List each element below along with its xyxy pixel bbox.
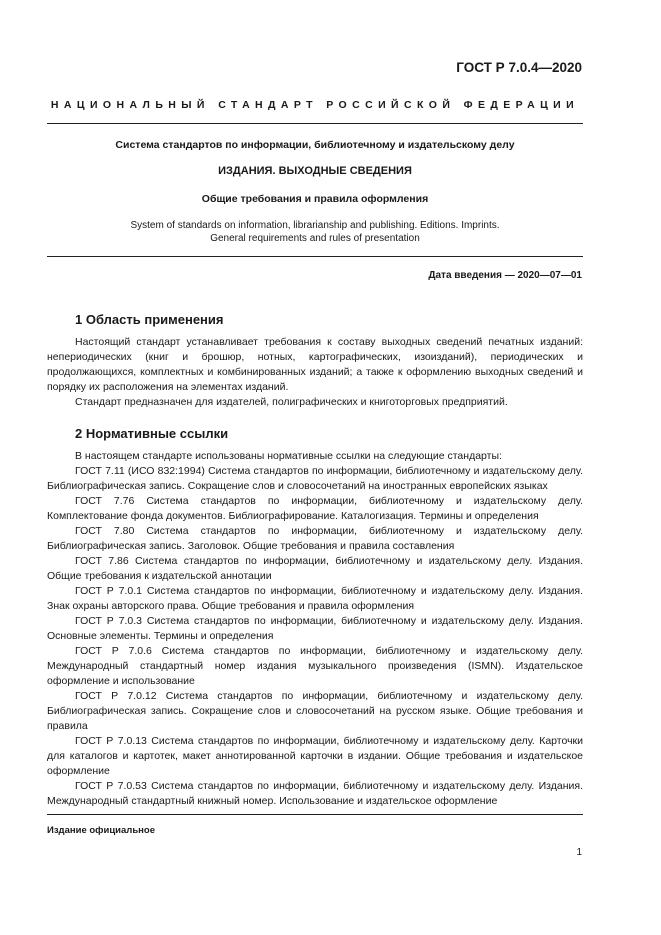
reference-item: ГОСТ Р 7.0.13 Система стандартов по информации, библиотечному и издательскому делу. Карточки для каталогов и картотек, макет аннотированной карточки в издании. Общие требования и издательское оформление bbox=[47, 735, 583, 777]
reference-item: ГОСТ 7.76 Система стандартов по информации, библиотечному и издательскому делу. Комплектование фонда документов. Библиографирование. Каталогизация. Термины и определения bbox=[47, 495, 583, 522]
section-heading-scope: 1 Область применения bbox=[75, 312, 224, 327]
reference-item: ГОСТ Р 7.0.1 Система стандартов по информации, библиотечному и издательскому делу. Издания. Знак охраны авторского права. Общие требования и правила оформления bbox=[47, 585, 583, 612]
official-edition-label: Издание официальное bbox=[47, 825, 155, 836]
reference-item: ГОСТ 7.11 (ИСО 832:1994) Система стандартов по информации, библиотечному и издательскому делу. Библиографическая запись. Сокращение слов и словосочетаний на иностранных европейских языках bbox=[47, 465, 583, 492]
top-rule bbox=[47, 123, 583, 124]
page-number: 1 bbox=[576, 847, 582, 858]
section-body-scope bbox=[47, 335, 583, 410]
paragraph: Настоящий стандарт устанавливает требования к составу выходных сведений печатных изданий: непериодических (книг и брошюр, нотных, картографических, изоизданий), периодических и продолжающихся, комплектных и комбинированных изданий; а также к оформлению выходных сведений и порядку их расположения на элементах изданий. bbox=[47, 336, 583, 393]
english-title-line-2: General requirements and rules of presentation bbox=[210, 233, 420, 244]
standard-series: Система стандартов по информации, библиотечному и издательскому делу bbox=[115, 139, 515, 151]
section-body-normative-references bbox=[47, 449, 583, 809]
document-subtitle: Общие требования и правила оформления bbox=[201, 193, 429, 205]
reference-item: ГОСТ Р 7.0.6 Система стандартов по информации, библиотечному и издательскому делу. Международный стандартный номер издания музыкального произведения (ISMN). Издательское оформление и использование bbox=[47, 645, 583, 687]
reference-item: ГОСТ 7.80 Система стандартов по информации, библиотечному и издательскому делу. Библиографическая запись. Заголовок. Общие требования и правила составления bbox=[47, 525, 583, 552]
document-code: ГОСТ Р 7.0.4—2020 bbox=[456, 60, 582, 75]
english-title-line-1: System of standards on information, librarianship and publishing. Editions. Imprints. bbox=[130, 220, 500, 231]
paragraph: Стандарт предназначен для издателей, полиграфических и книготорговых предприятий. bbox=[75, 396, 508, 408]
introduction-date: Дата введения — 2020—07—01 bbox=[428, 270, 582, 281]
section-heading-normative-references: 2 Нормативные ссылки bbox=[75, 426, 229, 441]
reference-item: ГОСТ Р 7.0.3 Система стандартов по информации, библиотечному и издательскому делу. Издания. Основные элементы. Термины и определения bbox=[47, 615, 583, 642]
document-title: ИЗДАНИЯ. ВЫХОДНЫЕ СВЕДЕНИЯ bbox=[218, 165, 412, 177]
english-title bbox=[47, 219, 583, 245]
reference-item: ГОСТ 7.86 Система стандартов по информации, библиотечному и издательскому делу. Издания. Общие требования к издательской аннотации bbox=[47, 555, 583, 582]
national-standard-heading: НАЦИОНАЛЬНЫЙ СТАНДАРТ РОССИЙСКОЙ ФЕДЕРАЦИИ bbox=[50, 99, 580, 111]
reference-item: ГОСТ Р 7.0.12 Система стандартов по информации, библиотечному и издательскому делу. Библиографическая запись. Сокращение слов и словосочетаний на русском языке. Общие требования и правила bbox=[47, 690, 583, 732]
paragraph: В настоящем стандарте использованы нормативные ссылки на следующие стандарты: bbox=[75, 450, 502, 462]
title-rule bbox=[47, 256, 583, 257]
reference-item: ГОСТ Р 7.0.53 Система стандартов по информации, библиотечному и издательскому делу. Издания. Международный стандартный книжный номер. Использование и издательское оформление bbox=[47, 780, 583, 807]
footer-rule bbox=[47, 814, 583, 815]
